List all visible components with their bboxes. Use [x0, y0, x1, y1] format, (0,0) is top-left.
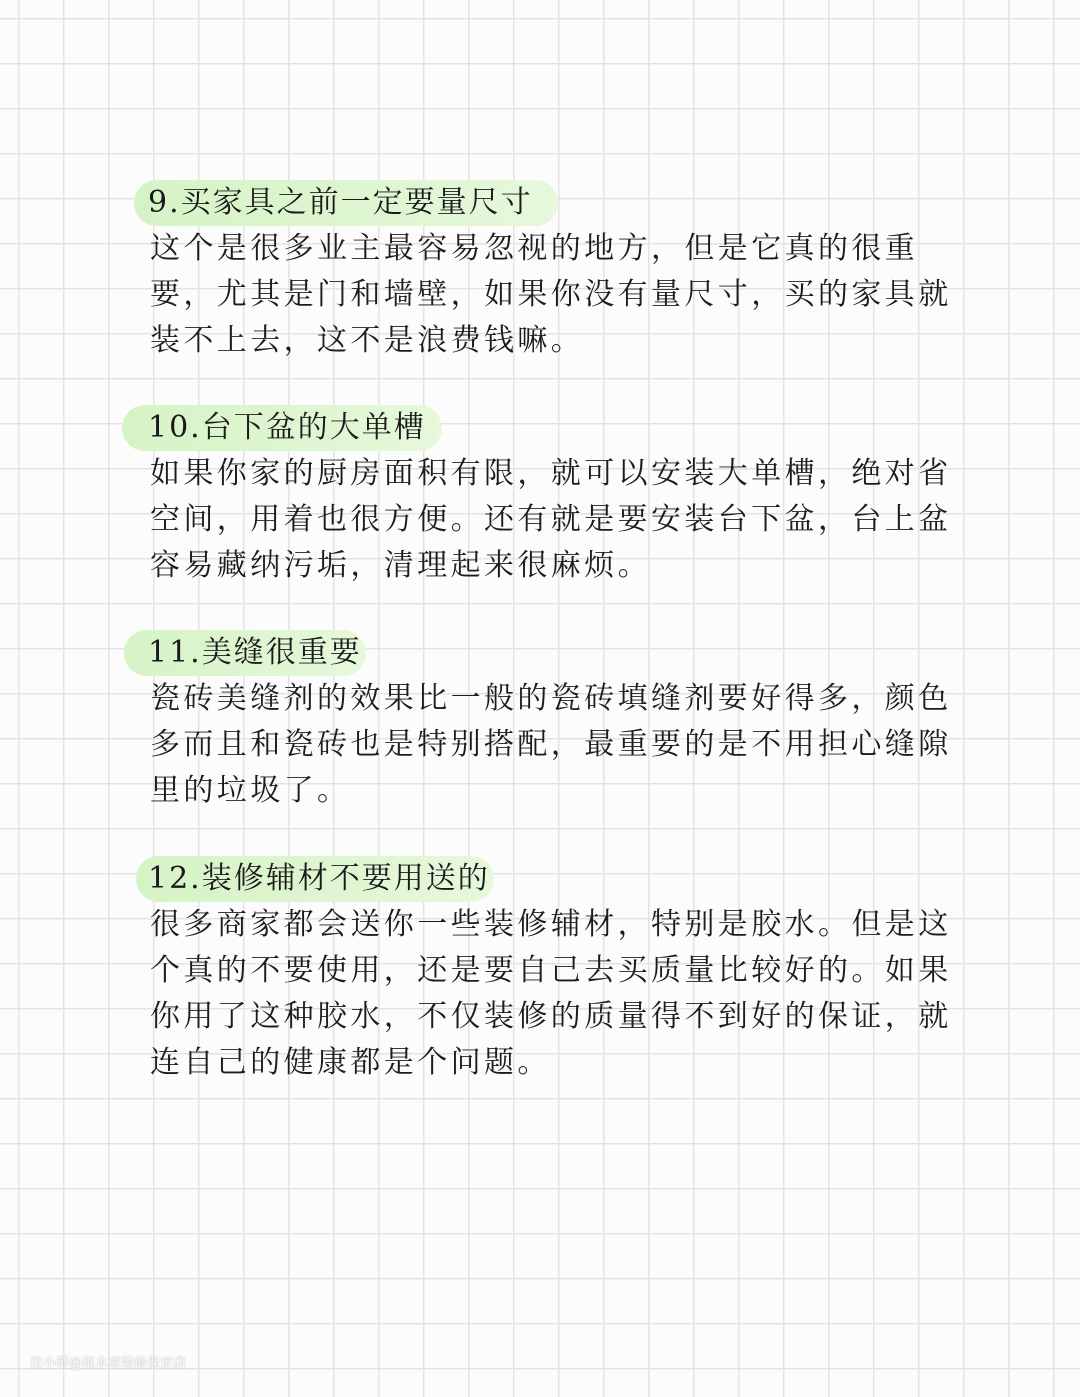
paragraph-line: 个真的不要使用，还是要自己去买质量比较好的。如果	[150, 953, 952, 988]
paragraph-line: 多而且和瓷砖也是特别搭配，最重要的是不用担心缝隙	[150, 727, 952, 762]
paragraph-line: 很多商家都会送你一些装修辅材，特别是胶水。但是这	[150, 907, 952, 942]
paragraph-line: 瓷砖美缝剂的效果比一般的瓷砖填缝剂要好得多，颜色	[150, 681, 952, 716]
section-heading: 12.装修辅材不要用送的	[148, 861, 490, 896]
section-heading: 11.美缝很重要	[148, 635, 362, 670]
section-paragraph	[150, 226, 952, 364]
paragraph-line: 容易藏纳污垢，清理起来很麻烦。	[150, 548, 651, 583]
paragraph-line: 装不上去，这不是浪费钱嘛。	[150, 323, 585, 358]
paragraph-line: 你用了这种胶水，不仅装修的质量得不到好的保证，就	[150, 999, 952, 1034]
watermark: 住小帮@班木家装修保定店	[30, 1356, 187, 1371]
section-heading: 10.台下盆的大单槽	[148, 410, 426, 445]
paragraph-line: 要，尤其是门和墙壁，如果你没有量尺寸，买的家具就	[150, 277, 952, 312]
section-paragraph	[150, 902, 952, 1086]
paragraph-line: 里的垃圾了。	[150, 773, 351, 808]
section-paragraph	[150, 676, 952, 814]
paragraph-line: 如果你家的厨房面积有限，就可以安装大单槽，绝对省	[150, 456, 952, 491]
paragraph-line: 连自己的健康都是个问题。	[150, 1045, 551, 1080]
paragraph-line: 空间，用着也很方便。还有就是要安装台下盆，台上盆	[150, 502, 952, 537]
paragraph-line: 这个是很多业主最容易忽视的地方，但是它真的很重	[150, 231, 919, 266]
section-heading: 9.买家具之前一定要量尺寸	[148, 185, 533, 220]
section-paragraph	[150, 451, 952, 589]
